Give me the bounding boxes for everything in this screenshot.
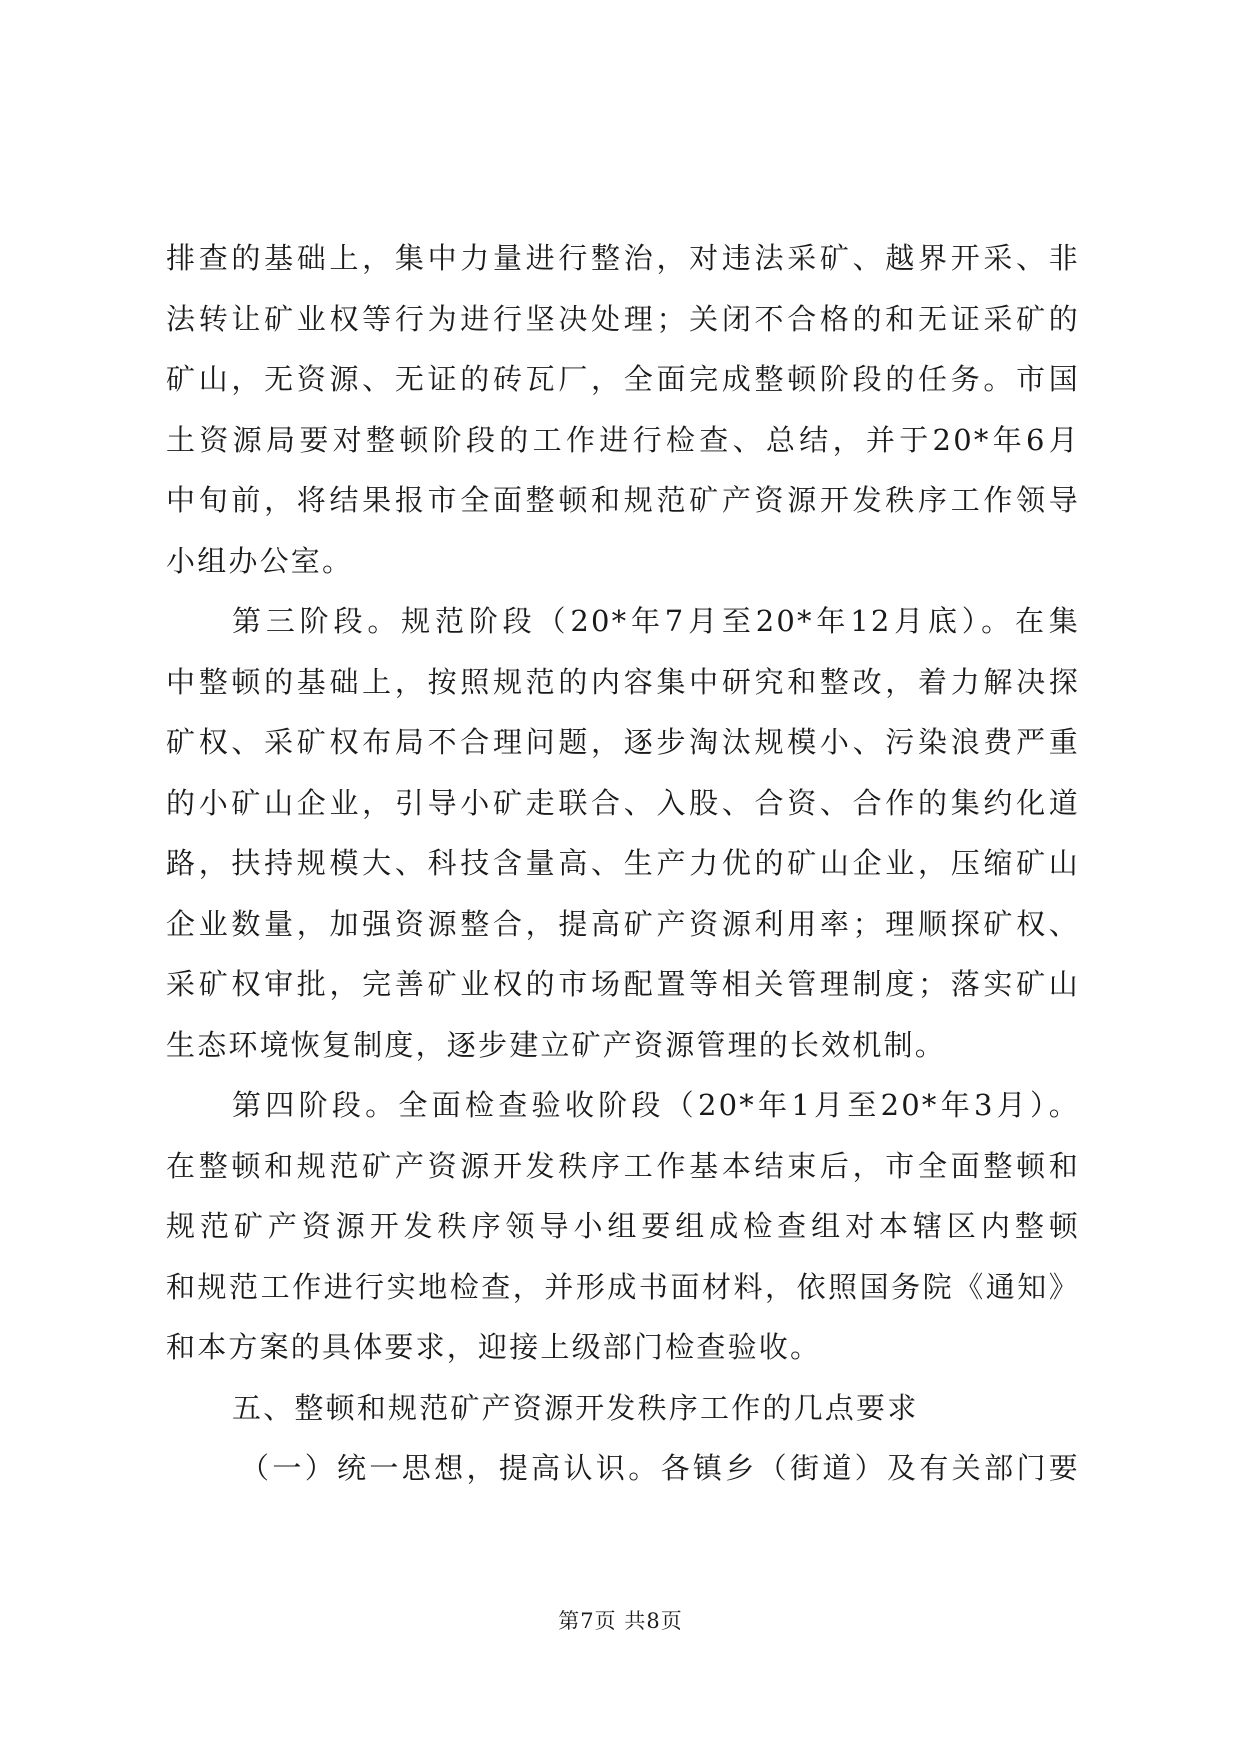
text-line: 路，扶持规模大、科技含量高、生产力优的矿山企业，压缩矿山 — [166, 846, 1080, 880]
document-body — [166, 228, 1080, 1499]
page-number-footer: 第7页 共8页 — [558, 1609, 683, 1633]
text-line: 法转让矿业权等行为进行坚决处理；关闭不合格的和无证采矿的 — [166, 301, 1080, 336]
text-line: 矿权、采矿权布局不合理问题，逐步淘汰规模小、污染浪费严重 — [166, 725, 1080, 759]
text-line: 小组办公室。 — [166, 543, 354, 578]
text-line: 在整顿和规范矿产资源开发秩序工作基本结束后，市全面整顿和 — [166, 1148, 1080, 1183]
text-line: 中整顿的基础上，按照规范的内容集中研究和整改，着力解决探 — [166, 664, 1080, 699]
section-heading: 五、整顿和规范矿产资源开发秩序工作的几点要求 — [232, 1390, 919, 1425]
text-line: 规范矿产资源开发秩序领导小组要组成检查组对本辖区内整顿 — [166, 1209, 1080, 1243]
text-line: 排查的基础上，集中力量进行整治，对违法采矿、越界开采、非 — [166, 241, 1080, 275]
text-line: 中旬前，将结果报市全面整顿和规范矿产资源开发秩序工作领导 — [166, 483, 1080, 517]
text-line: 和规范工作进行实地检查，并形成书面材料，依照国务院《通知》 — [166, 1269, 1080, 1304]
text-line: 土资源局要对整顿阶段的工作进行检查、总结，并于20*年6月 — [166, 422, 1080, 457]
text-line: 第四阶段。全面检查验收阶段（20*年1月至20*年3月）。 — [232, 1088, 1080, 1122]
text-line: 生态环境恢复制度，逐步建立矿产资源管理的长效机制。 — [166, 1027, 947, 1062]
text-line: 和本方案的具体要求，迎接上级部门检查验收。 — [166, 1330, 822, 1364]
text-line: 矿山，无资源、无证的砖瓦厂，全面完成整顿阶段的任务。市国 — [166, 362, 1080, 396]
text-line: 采矿权审批，完善矿业权的市场配置等相关管理制度；落实矿山 — [166, 967, 1080, 1001]
text-line: 第三阶段。规范阶段（20*年7月至20*年12月底）。在集 — [232, 604, 1080, 638]
text-line: 企业数量，加强资源整合，提高矿产资源利用率；理顺探矿权、 — [166, 906, 1080, 941]
text-line: （一）统一思想，提高认识。各镇乡（街道）及有关部门要 — [240, 1451, 1080, 1485]
text-line: 的小矿山企业，引导小矿走联合、入股、合资、合作的集约化道 — [166, 785, 1080, 820]
